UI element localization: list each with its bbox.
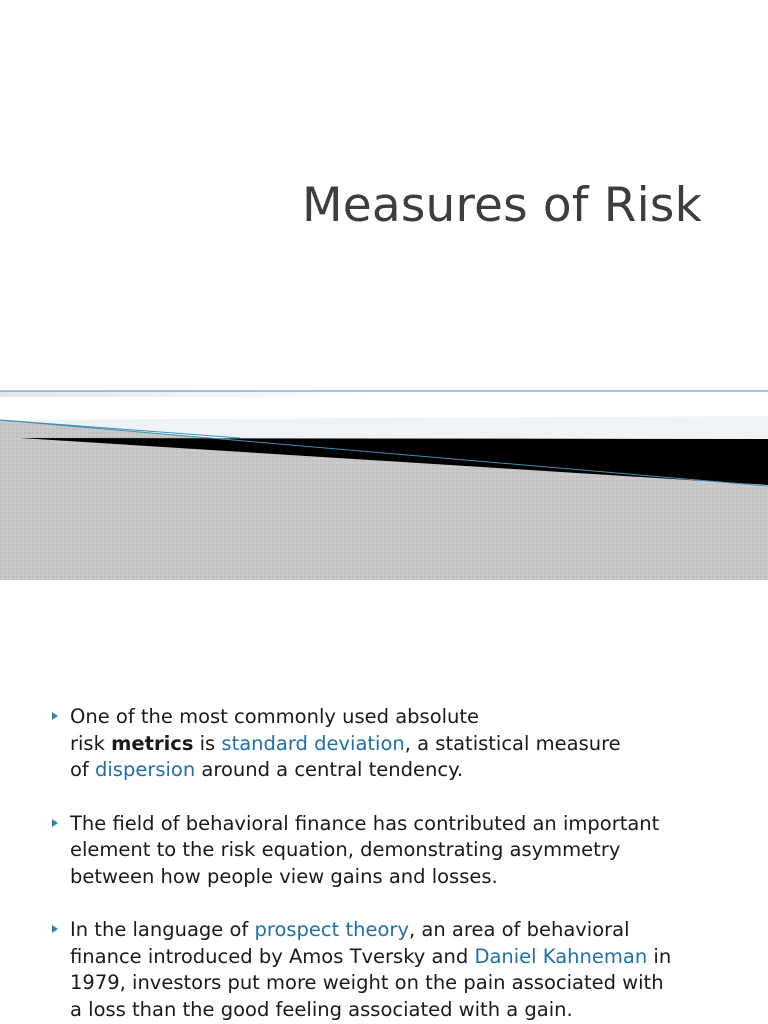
bullet-list bbox=[48, 704, 758, 1024]
dispersion-link[interactable]: dispersion bbox=[95, 758, 196, 781]
bullet-item-standard-deviation: One of the most commonly used absolute risk metrics is standard deviation, a statistical measure of dispersion around a central tendency. bbox=[48, 704, 758, 784]
slide-title: Measures of Risk bbox=[301, 178, 702, 233]
decorative-banner bbox=[0, 380, 768, 580]
bullet-arrow-icon bbox=[52, 712, 58, 720]
bullet-arrow-icon bbox=[52, 819, 58, 827]
bullet-arrow-icon bbox=[52, 925, 58, 933]
standard-deviation-link[interactable]: standard deviation bbox=[221, 731, 405, 755]
banner-fade-stripe bbox=[0, 391, 380, 397]
metrics-term: metrics bbox=[111, 731, 194, 755]
bullet-item-behavioral-finance: The field of behavioral finance has contributed an important element to the risk equation, demonstrating asymmetry between how people view gains and losses. bbox=[48, 811, 758, 891]
daniel-kahneman-link[interactable]: Daniel Kahneman bbox=[474, 944, 648, 968]
prospect-theory-link[interactable]: prospect theory bbox=[254, 918, 409, 941]
bullet-item-prospect-theory: In the language of prospect theory, an area of behavioral finance introduced by Amos Tversky and Daniel Kahneman in 1979, investors put more weight on the pain associated with a loss than the good feeling associated with a gain. bbox=[48, 917, 758, 1023]
